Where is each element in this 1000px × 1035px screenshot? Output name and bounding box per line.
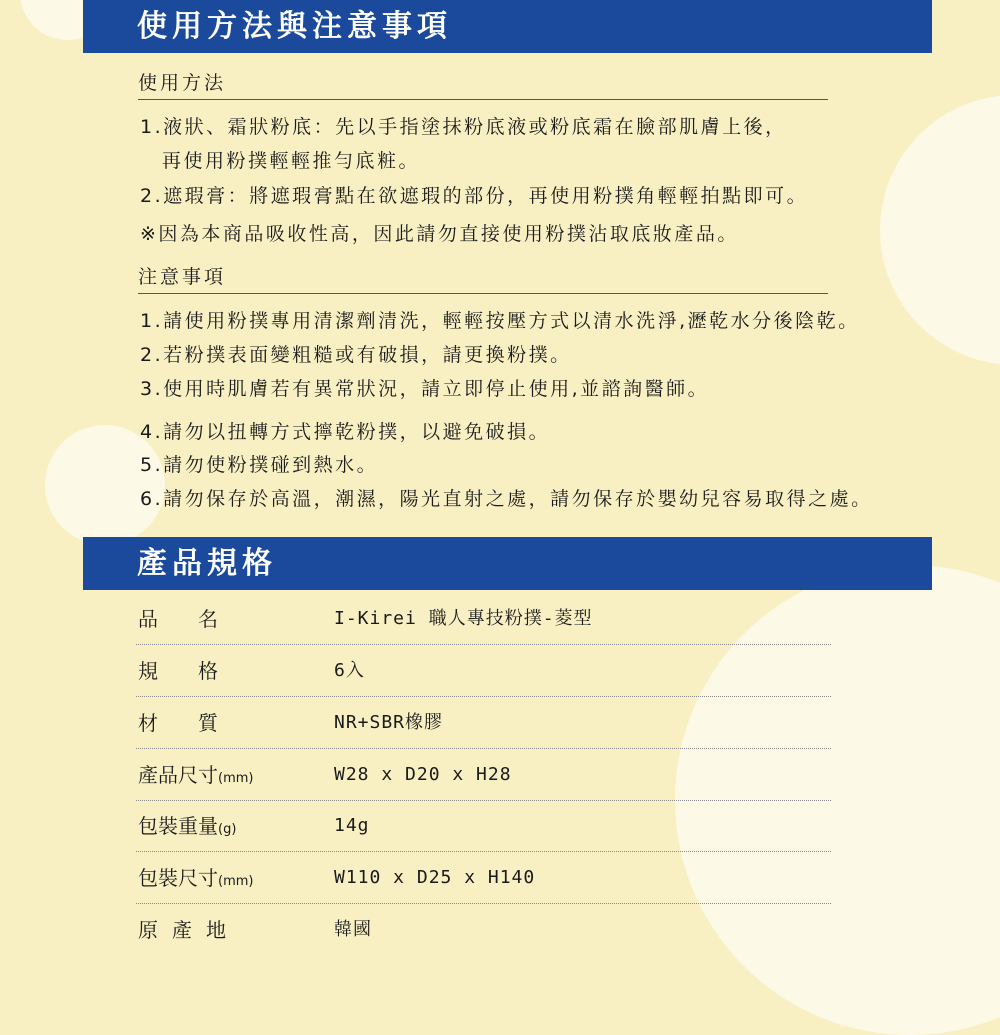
usage-banner-title: 使用方法與注意事項 xyxy=(83,0,932,53)
method-line: 再使用粉撲輕輕推勻底粧。 xyxy=(162,150,421,172)
method-note: ※因為本商品吸收性高，因此請勿直接使用粉撲沾取底妝產品。 xyxy=(140,223,739,245)
spec-unit: (g) xyxy=(218,822,237,837)
spec-row-package-size xyxy=(136,852,831,904)
spec-label: 品名 xyxy=(138,607,258,631)
spec-label: 產品尺寸(mm) xyxy=(138,763,254,787)
spec-label: 包裝尺寸(mm) xyxy=(138,866,254,890)
caution-line: 6.請勿保存於高溫，潮濕，陽光直射之處，請勿保存於嬰幼兒容易取得之處。 xyxy=(140,488,873,510)
spec-label: 規格 xyxy=(138,659,258,683)
method-line: 2.遮瑕膏：將遮瑕膏點在欲遮瑕的部份，再使用粉撲角輕輕拍點即可。 xyxy=(140,185,809,207)
caution-line: 4.請勿以扭轉方式擰乾粉撲，以避免破損。 xyxy=(140,421,551,443)
spec-unit: (mm) xyxy=(218,771,254,786)
spec-label: 材質 xyxy=(138,711,258,735)
caution-line: 5.請勿使粉撲碰到熱水。 xyxy=(140,454,379,476)
spec-value: NR+SBR橡膠 xyxy=(334,712,444,733)
method-line: 1.液狀、霜狀粉底：先以手指塗抹粉底液或粉底霜在臉部肌膚上後， xyxy=(140,116,787,138)
decor-circle-right xyxy=(880,95,1000,365)
caution-heading: 注意事項 xyxy=(138,263,828,294)
spec-value: 6入 xyxy=(334,660,365,681)
spec-row-product-size xyxy=(136,749,831,801)
spec-row-origin xyxy=(136,904,831,956)
spec-row-weight xyxy=(136,800,831,852)
method-heading: 使用方法 xyxy=(138,69,828,100)
spec-label: 包裝重量(g) xyxy=(138,814,237,838)
caution-line: 2.若粉撲表面變粗糙或有破損，請更換粉撲。 xyxy=(140,344,572,366)
spec-row-material xyxy=(136,697,831,749)
spec-label: 原產地 xyxy=(138,918,240,942)
spec-unit: (mm) xyxy=(218,874,254,889)
caution-line: 3.使用時肌膚若有異常狀況，請立即停止使用,並諮詢醫師。 xyxy=(140,378,710,400)
caution-line: 1.請使用粉撲專用清潔劑清洗，輕輕按壓方式以清水洗淨,瀝乾水分後陰乾。 xyxy=(140,310,860,332)
spec-value: 韓國 xyxy=(334,919,372,940)
spec-value: W110 x D25 x H140 xyxy=(334,867,536,888)
spec-banner-title: 產品規格 xyxy=(83,537,932,590)
spec-row-name xyxy=(136,593,831,645)
spec-row-spec xyxy=(136,645,831,697)
spec-value: I-Kirei 職人專技粉撲-菱型 xyxy=(334,608,593,629)
spec-value: 14g xyxy=(334,815,370,836)
spec-value: W28 x D20 x H28 xyxy=(334,764,512,785)
